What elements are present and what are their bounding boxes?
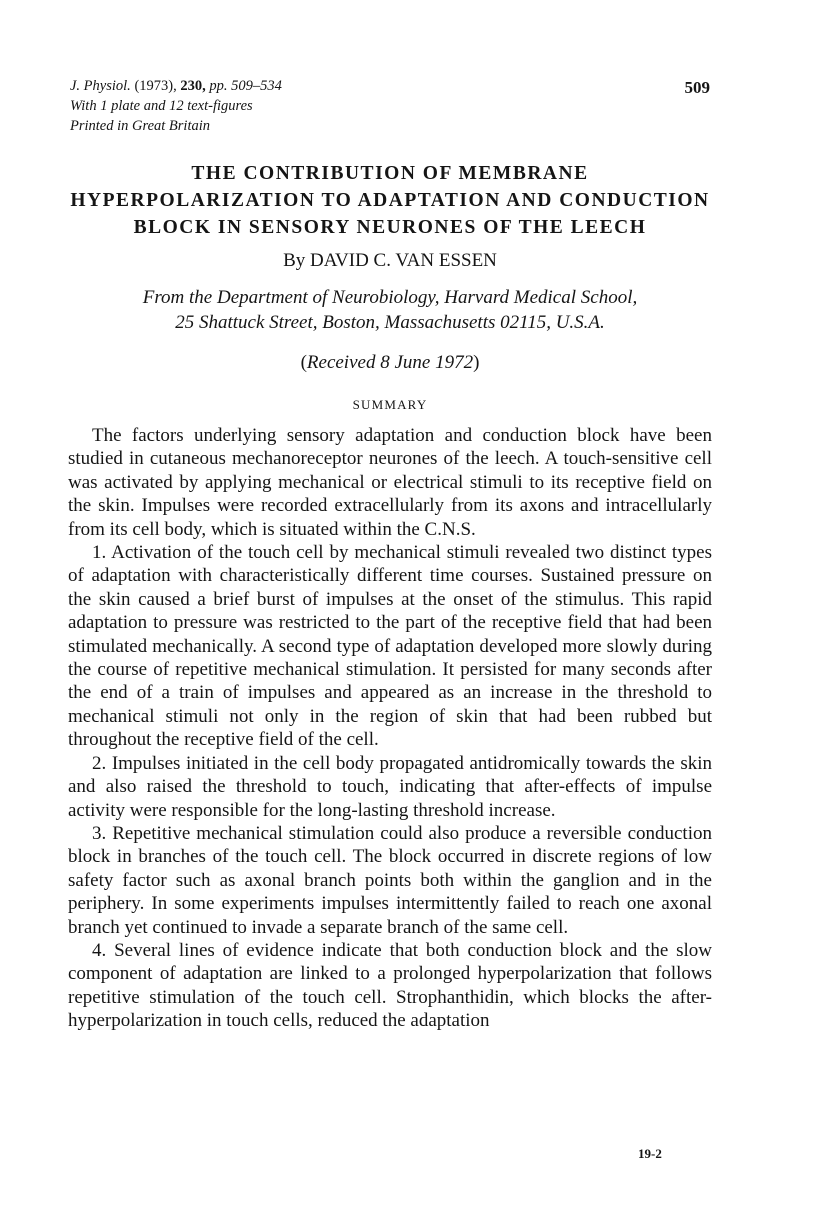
running-header [70, 76, 710, 136]
summary-paragraph: 1. Activation of the touch cell by mechanical stimuli revealed two distinct types of adaptation with characteristically different time courses. Sustained pressure on the skin caused a brief burst of impulses at the onset of the stimulus. This rapid adaptation to pressure was restricted to the part of the receptive field that had been stimulated mechanically. A second type of adaptation developed more slowly during the course of repetitive mechanical stimulation. It persisted for many seconds after the end of a train of impulses and appeared as an increase in the threshold to mechanical stimuli not only in the region of skin that had been rubbed but throughout the receptive field of the cell. [68, 542, 712, 751]
summary-paragraph: 4. Several lines of evidence indicate that both conduction block and the slow component of adaptation are linked to a prolonged hyperpolarization that follows repetitive stimulation of the touch cell. Strophanthidin, which blocks the after-hyperpolarization in touch cells, reduced the adaptation [68, 939, 712, 1032]
received-close-paren: ) [473, 352, 480, 373]
summary-paragraph: 3. Repetitive mechanical stimulation could also produce a reversible conduction block in branches of the touch cell. The block occurred in discrete regions of low safety factor such as axonal branch points both within the ganglion and in the periphery. In some experiments impulses intermittently failed to reach one axonal branch yet continued to invade a separate branch of the same cell. [68, 822, 712, 938]
journal-name: J. Physiol. [70, 78, 131, 94]
article-title [60, 160, 720, 241]
affiliation [60, 285, 720, 335]
received-text: Received 8 June 1972 [306, 352, 474, 373]
signature-mark: 19-2 [638, 1146, 662, 1161]
author-name: DAVID C. VAN ESSEN [310, 250, 497, 271]
printed-in: Printed in Great Britain [70, 118, 211, 134]
affiliation-line: From the Department of Neurobiology, Harvard Medical School, [142, 287, 638, 308]
journal-year: (1973), [134, 78, 177, 94]
summary-body [68, 424, 712, 1033]
title-line: BLOCK IN SENSORY NEURONES OF THE LEECH [133, 217, 647, 238]
author-by: By [283, 250, 306, 271]
citation-line [70, 76, 710, 96]
received-open-paren: ( [300, 352, 307, 373]
page-number: 509 [684, 78, 710, 97]
received-date [60, 351, 720, 375]
journal-volume: 230, [180, 78, 206, 94]
author-line [60, 249, 720, 273]
summary-paragraph: The factors underlying sensory adaptation and conduction block have been studied in cutaneous mechanoreceptor neurones of the leech. A touch-sensitive cell was activated by applying mechanical or electrical stimuli to its receptive field on the skin. Impulses were recorded extracellularly from its axons and intracellularly from its cell body, which is situated within the C.N.S. [68, 425, 712, 540]
journal-pages: pp. 509–534 [209, 78, 282, 94]
affiliation-line: 25 Shattuck Street, Boston, Massachusetts 02115, U.S.A. [175, 312, 605, 333]
title-line: THE CONTRIBUTION OF MEMBRANE [191, 163, 589, 184]
title-line: HYPERPOLARIZATION TO ADAPTATION AND CONDUCTION [70, 190, 710, 211]
summary-paragraph: 2. Impulses initiated in the cell body propagated antidromically towards the skin and also raised the threshold to touch, indicating that after-effects of impulse activity were responsible for the long-lasting threshold increase. [68, 752, 712, 821]
summary-heading: SUMMARY [352, 397, 428, 412]
figure-count: With 1 plate and 12 text-figures [70, 98, 253, 114]
